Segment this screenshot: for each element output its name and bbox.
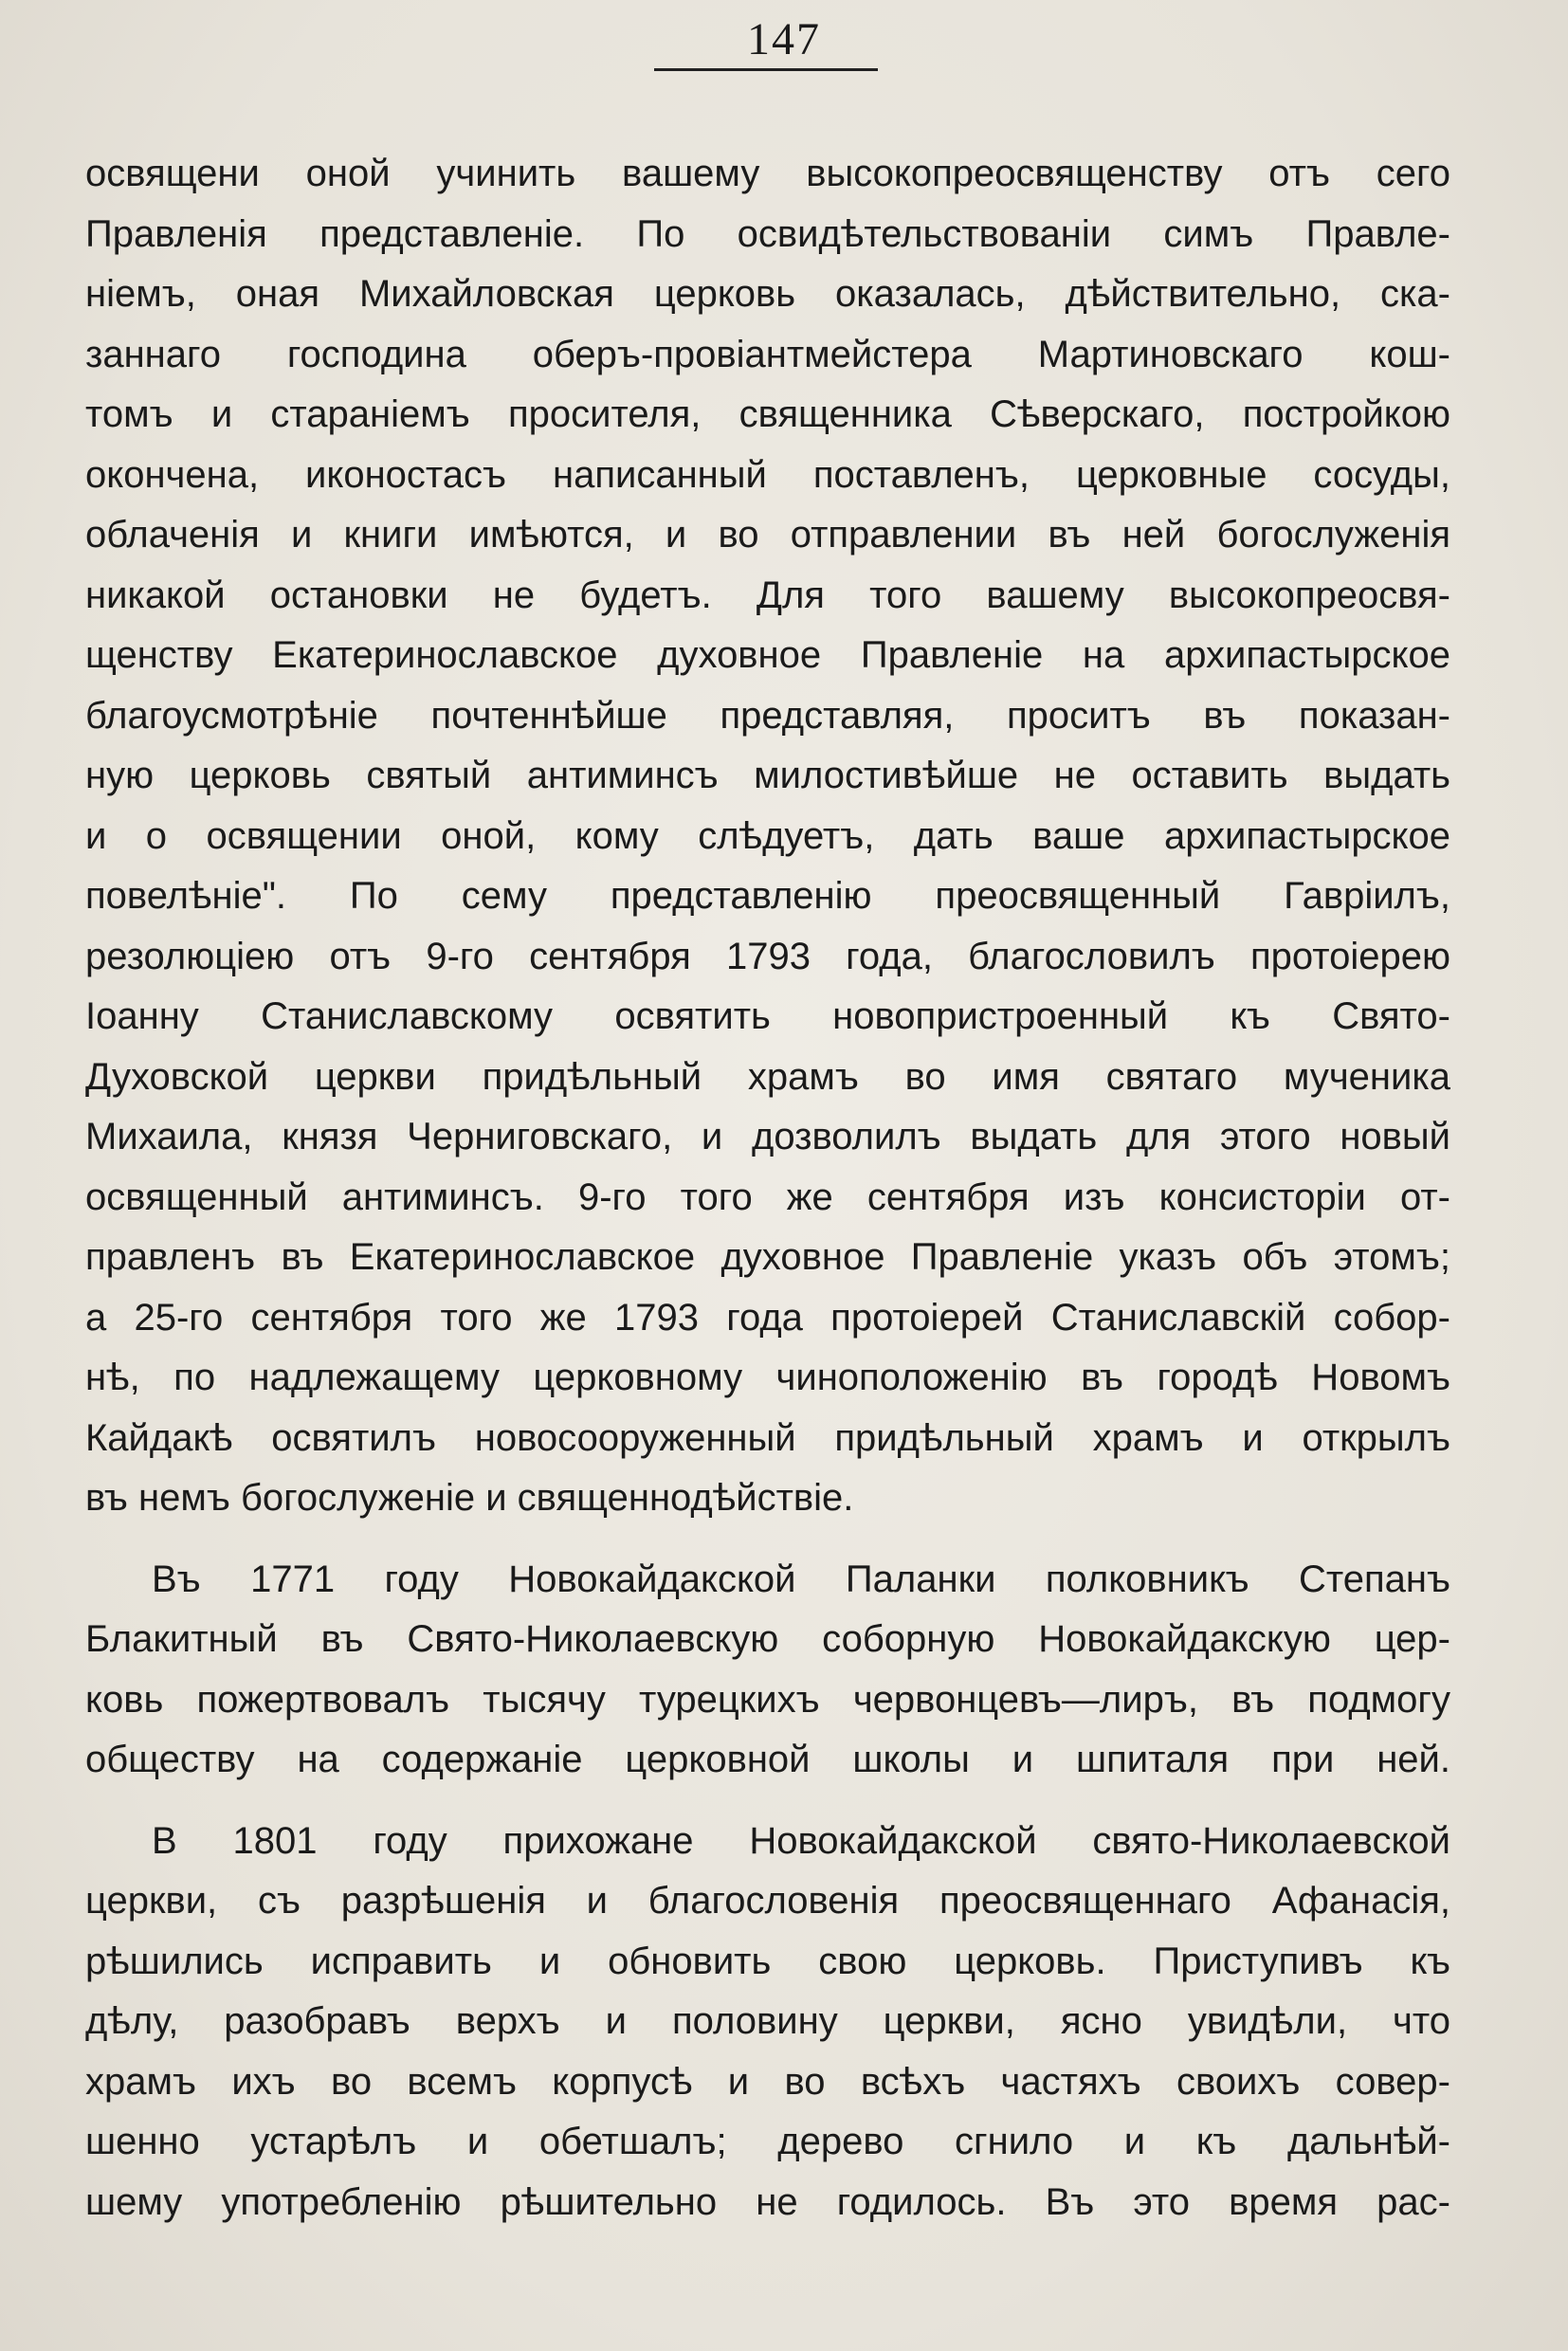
text-line: шенно устарѣлъ и обетшалъ; дерево сгнило и къ дальнѣй- — [85, 2121, 1450, 2162]
paragraph-gap — [85, 1791, 1450, 1812]
paragraph-gap — [85, 1529, 1450, 1550]
text-line: облаченія и книги имѣются, и во отправлении въ ней богослуженія — [85, 514, 1450, 556]
text-line: ную церковь святый антиминсъ милостивѣйше не оставить выдать — [85, 755, 1450, 796]
text-line: Правленія представленіе. По освидѣтельствованіи симъ Правле- — [85, 212, 1450, 255]
text-line: Кайдакѣ освятилъ новосооруженный придѣльный храмъ и открылъ — [85, 1416, 1450, 1459]
text-line: нѣ, по надлежащему церковному чиноположенію въ городѣ Новомъ — [85, 1357, 1450, 1398]
text-line: Іоанну Станиславскому освятить новопристроенный къ Свято- — [85, 995, 1450, 1037]
text-line: шему употребленію рѣшительно не годилось. Въ это время рас- — [85, 2180, 1450, 2223]
text-line: церкви, съ разрѣшенія и благословенія преосвященнаго Афанасія, — [85, 1880, 1450, 1922]
text-line: храмъ ихъ во всемъ корпусѣ и во всѣхъ частяхъ своихъ совер- — [85, 2060, 1450, 2103]
text-line: Въ 1771 году Новокайдакской Паланки полковникъ Степанъ — [152, 1558, 1450, 1600]
text-line: благоусмотрѣніе почтеннѣйше представляя, проситъ въ показан- — [85, 694, 1450, 737]
text-line: ковь пожертвовалъ тысячу турецкихъ червонцевъ—лиръ, въ подмогу — [85, 1678, 1450, 1721]
paragraph — [85, 144, 1450, 1529]
text-line: Духовской церкви придѣльный храмъ во имя святаго мученика — [85, 1055, 1450, 1098]
text-line: ніемъ, оная Михайловская церковь оказалась, дѣйствительно, ска- — [85, 273, 1450, 315]
text-line: повелѣніе". По сему представленію преосвященный Гавріилъ, — [85, 875, 1450, 917]
text-line: въ немъ богослуженіе и священнодѣйствіе. — [85, 1477, 854, 1519]
text-line: заннаго господина оберъ-провіантмейстера Мартиновскаго кош- — [85, 333, 1450, 375]
text-line: освященный антиминсъ. 9-го того же сентября изъ консисторіи от- — [85, 1176, 1450, 1218]
text-line: а 25-го сентября того же 1793 года протоіерей Станиславскій собор- — [85, 1296, 1450, 1339]
text-line: и о освящении оной, кому слѣдуетъ, дать ваше архипастырское — [85, 814, 1450, 857]
text-line: рѣшились исправить и обновить свою церковь. Приступивъ къ — [85, 1940, 1450, 1982]
text-line: правленъ въ Екатеринославское духовное Правленіе указъ объ этомъ; — [85, 1236, 1450, 1278]
text-line: окончена, иконостасъ написанный поставленъ, церковные сосуды, — [85, 453, 1450, 496]
text-line: Михаила, князя Черниговскаго, и дозволилъ выдать для этого новый — [85, 1116, 1450, 1157]
text-line: резолюціею отъ 9-го сентября 1793 года, благословилъ протоіерею — [85, 935, 1450, 977]
text-line: томъ и стараніемъ просителя, священника Сѣверскаго, постройкою — [85, 393, 1450, 435]
page-number: 147 — [747, 14, 821, 64]
body-text — [85, 144, 1450, 2233]
text-line: дѣлу, разобравъ верхъ и половину церкви, ясно увидѣли, что — [85, 2000, 1450, 2042]
text-line: освящени оной учинить вашему высокопреосвященству отъ сего — [85, 153, 1450, 194]
page-number-rule — [654, 68, 878, 71]
text-line: обществу на содержаніе церковной школы и шпиталя при ней. — [85, 1739, 1450, 1780]
paragraph — [85, 1550, 1450, 1791]
text-line: В 1801 году прихожане Новокайдакской свято-Николаевской — [152, 1819, 1450, 1862]
paragraph — [85, 1812, 1450, 2233]
text-line: щенству Екатеринославское духовное Правленіе на архипастырское — [85, 634, 1450, 676]
text-line: никакой остановки не будетъ. Для того вашему высокопреосвя- — [85, 574, 1450, 616]
text-line: Блакитный въ Свято-Николаевскую соборную Новокайдакскую цер- — [85, 1618, 1450, 1660]
